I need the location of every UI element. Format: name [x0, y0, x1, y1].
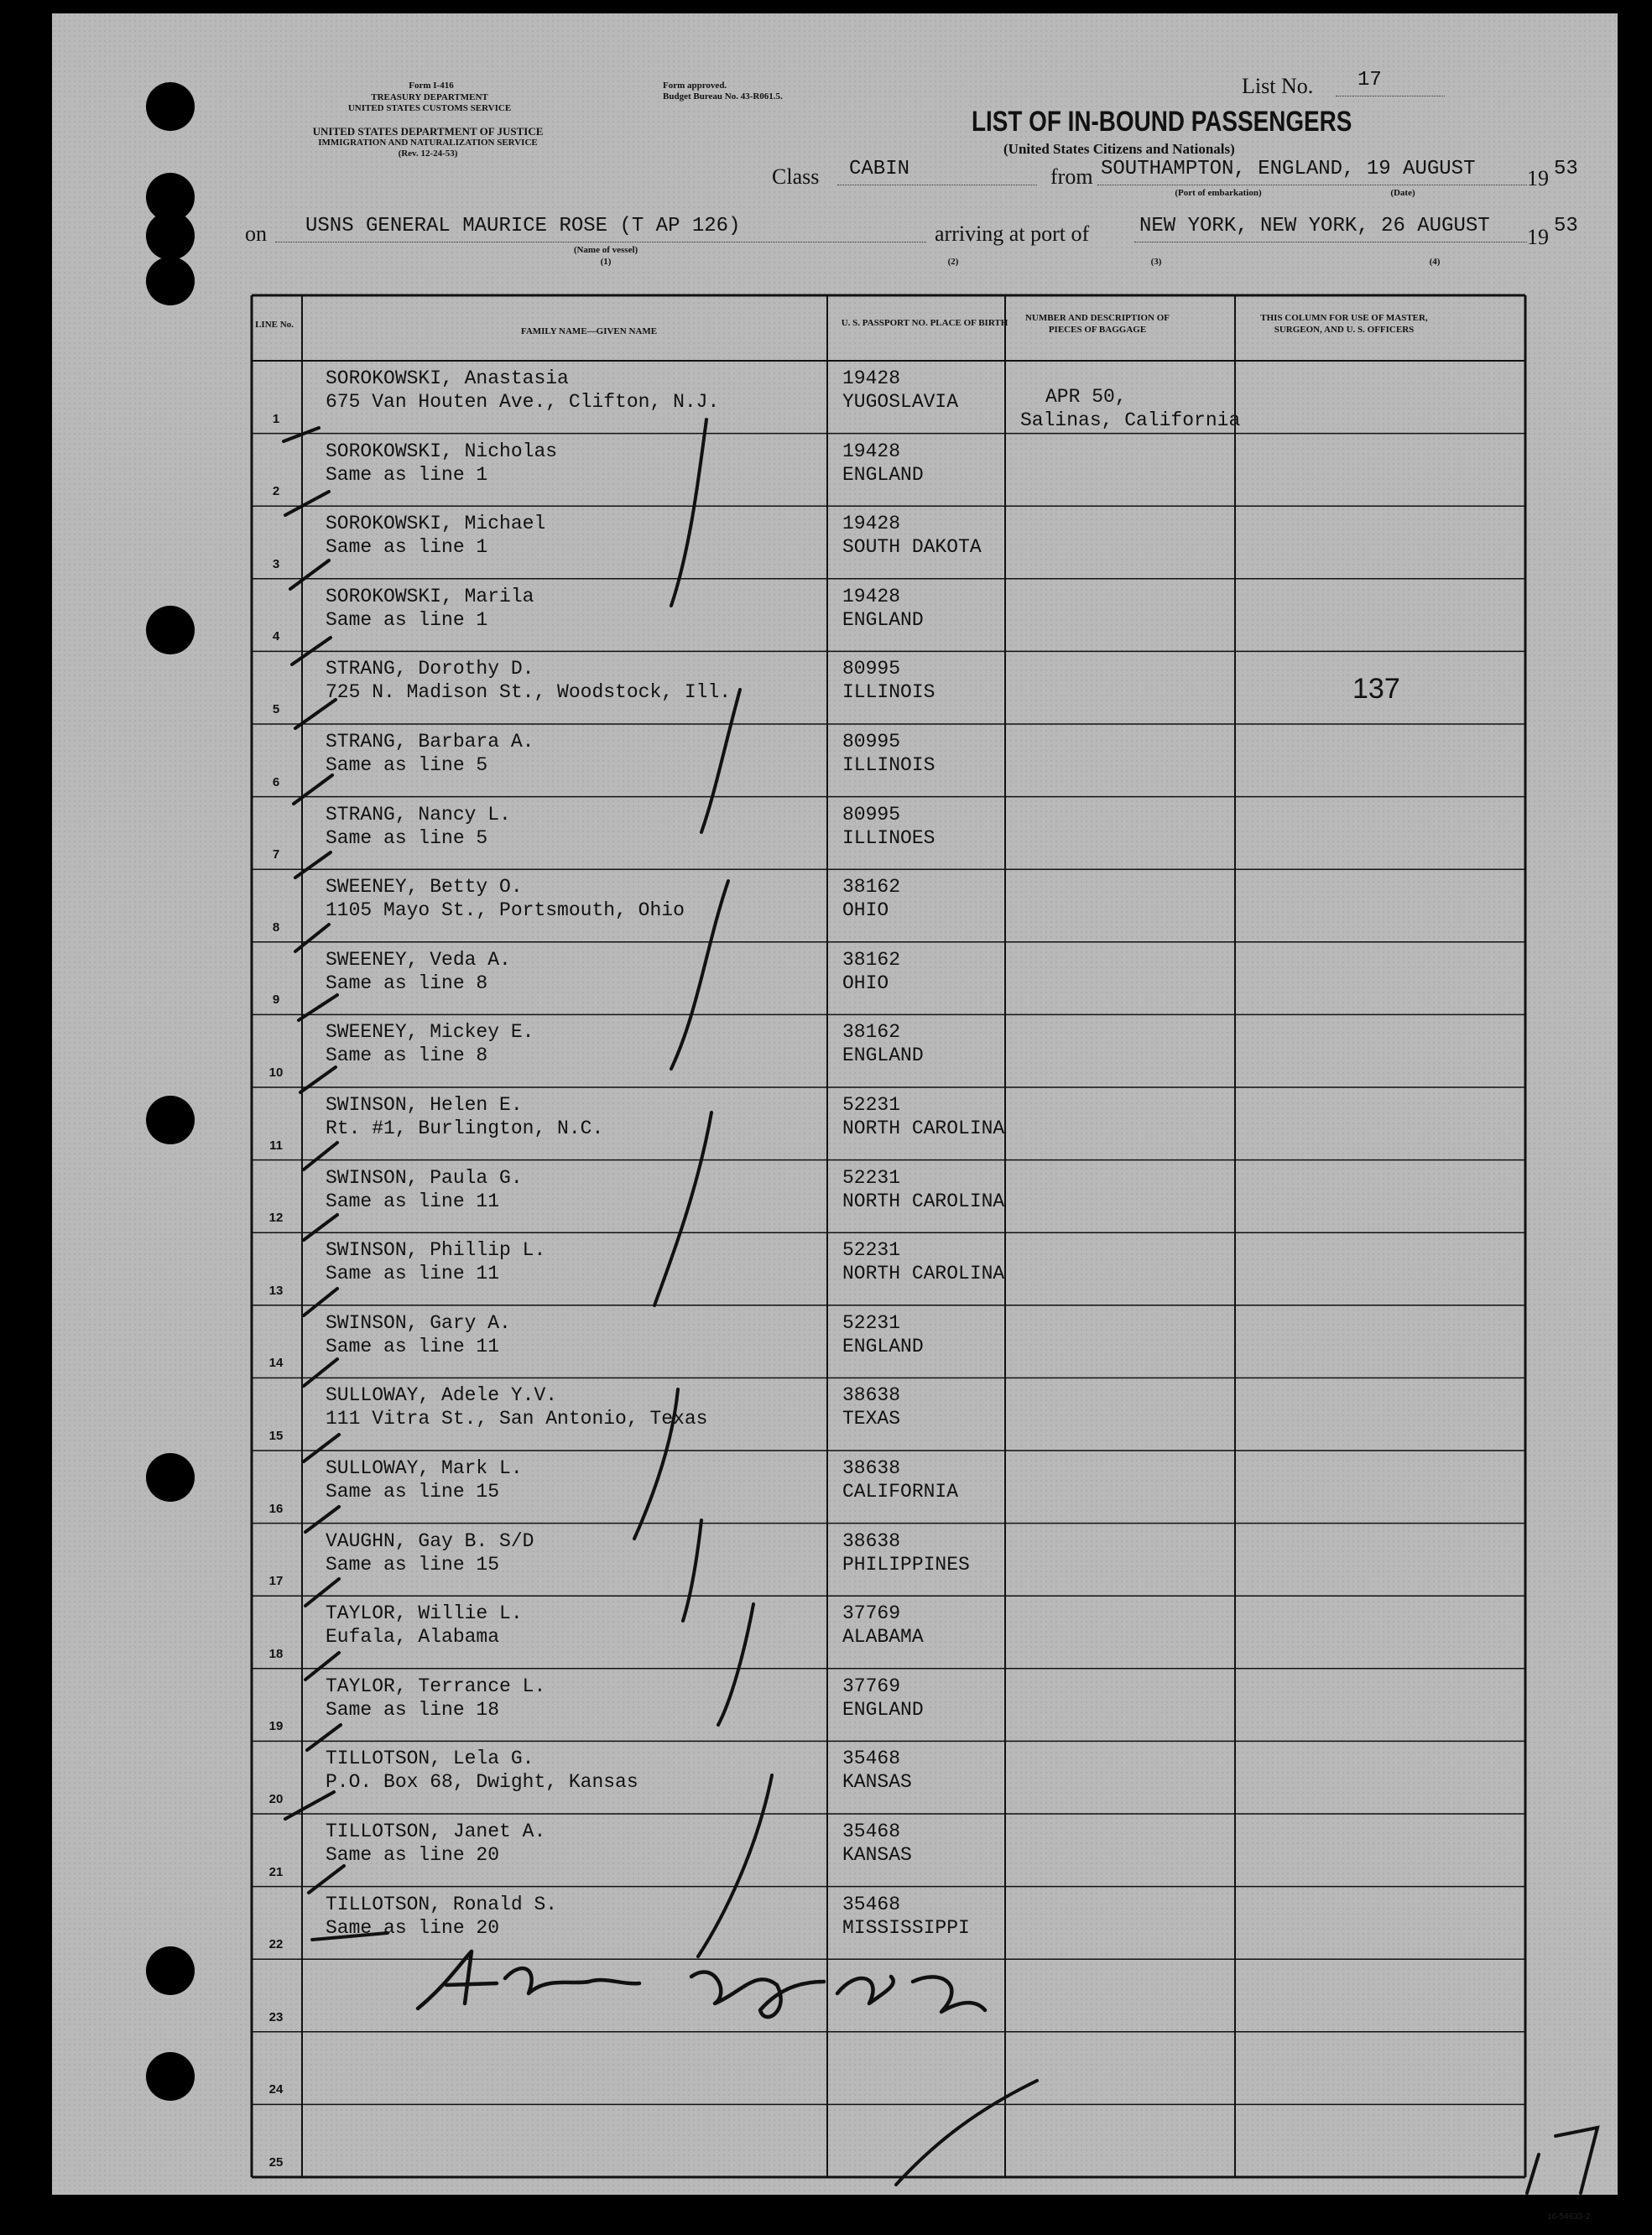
passenger-address: Same as line 5 — [326, 826, 488, 849]
passenger-address: Same as line 1 — [326, 536, 488, 559]
line-number: 19 — [268, 1719, 284, 1734]
passenger-address: Same as line 15 — [326, 1553, 500, 1576]
place-of-birth: ALABAMA — [842, 1626, 924, 1649]
place-of-birth: SOUTH DAKOTA — [842, 536, 982, 559]
passport-number: 38638 — [842, 1529, 901, 1552]
passenger-address: Same as line 5 — [326, 754, 488, 776]
place-of-birth: PHILIPPINES — [842, 1553, 970, 1576]
place-of-birth: ILLINOIS — [842, 681, 935, 704]
from-year-prefix: 19 — [1527, 166, 1549, 190]
line-number: 21 — [268, 1864, 284, 1879]
arrival-year-prefix: 19 — [1527, 225, 1549, 249]
line-number: 9 — [272, 992, 280, 1008]
passenger-address: Same as line 11 — [326, 1263, 500, 1285]
passenger-address: Eufala, Alabama — [326, 1626, 500, 1649]
passenger-address: Same as line 8 — [326, 972, 488, 994]
line-number: 11 — [269, 1138, 283, 1153]
line-number: 16 — [268, 1501, 284, 1516]
line-number: 18 — [268, 1646, 284, 1661]
passenger-address: Same as line 11 — [326, 1335, 500, 1357]
date-caption: (Date) — [1390, 188, 1415, 198]
line-number: 13 — [268, 1283, 284, 1298]
col-num-1: (1) — [600, 257, 612, 267]
line-number: 23 — [268, 2009, 284, 2024]
passenger-address: Same as line 18 — [326, 1698, 500, 1721]
passenger-name: SWEENEY, Veda A. — [326, 948, 511, 971]
arriving-label: arriving at port of — [935, 221, 1090, 246]
arrival-year: 53 — [1554, 215, 1578, 237]
punch-hole — [146, 606, 195, 654]
line-number: 20 — [268, 1792, 284, 1806]
footer-code: 16-54633-2 — [1547, 2212, 1591, 2222]
passenger-name: SWINSON, Paula G. — [326, 1166, 523, 1189]
passport-number: 52231 — [842, 1166, 901, 1189]
treasury-dept: TREASURY DEPARTMENT — [371, 92, 488, 102]
passenger-address: Same as line 20 — [326, 1916, 500, 1939]
budget-bureau: Budget Bureau No. 43-R061.5. — [663, 91, 783, 102]
from-year: 53 — [1554, 158, 1578, 180]
passenger-name: SOROKOWSKI, Michael — [326, 513, 546, 535]
document-title: LIST OF IN-BOUND PASSENGERS — [972, 106, 1352, 138]
handwriting-overlay — [52, 13, 1618, 2195]
line-number: 6 — [272, 774, 280, 789]
col-num-4: (4) — [1429, 257, 1441, 267]
punch-hole — [146, 1453, 195, 1502]
punch-hole — [146, 1946, 195, 1995]
place-of-birth: OHIO — [842, 972, 889, 994]
passport-number: 38162 — [842, 948, 901, 971]
line-number: 22 — [268, 1937, 284, 1952]
header-officers: THIS COLUMN FOR USE OF MASTER, SURGEON, AND U. S. OFFICERS — [1260, 313, 1428, 335]
line-number: 3 — [272, 556, 280, 571]
baggage-description-2: Salinas, California — [1020, 409, 1241, 431]
justice-dept: UNITED STATES DEPARTMENT OF JUSTICE — [312, 125, 544, 138]
list-no-label: List No. — [1242, 74, 1314, 98]
passport-number: 38162 — [842, 1021, 901, 1044]
officer-note: 137 — [1352, 673, 1400, 706]
line-number: 15 — [268, 1429, 284, 1443]
header-line-no: LINE No. — [255, 320, 294, 330]
passenger-name: SOROKOWSKI, Marila — [326, 585, 534, 607]
passport-number: 19428 — [842, 585, 901, 607]
passenger-name: SWINSON, Phillip L. — [326, 1239, 546, 1262]
passenger-address: 111 Vitra St., San Antonio, Texas — [326, 1408, 708, 1430]
place-of-birth: YUGOSLAVIA — [842, 391, 959, 413]
passport-number: 37769 — [842, 1675, 901, 1697]
passenger-list-page — [52, 13, 1618, 2222]
passenger-name: SOROKOWSKI, Anastasia — [326, 367, 569, 389]
passenger-name: STRANG, Nancy L. — [326, 803, 511, 826]
passenger-address: 725 N. Madison St., Woodstock, Ill. — [326, 681, 732, 704]
punch-hole — [146, 1096, 195, 1144]
class-value: CABIN — [849, 158, 910, 180]
port-embark-caption: (Port of embarkation) — [1175, 188, 1262, 198]
place-of-birth: CALIFORNIA — [842, 1481, 959, 1503]
punch-hole — [146, 2052, 195, 2101]
passport-number: 52231 — [842, 1094, 901, 1116]
passenger-address: Same as line 8 — [326, 1045, 488, 1067]
on-label: on — [245, 221, 267, 246]
passenger-name: SWINSON, Gary A. — [326, 1311, 511, 1334]
passenger-name: SULLOWAY, Mark L. — [326, 1457, 523, 1479]
passport-number: 52231 — [842, 1311, 901, 1334]
vessel-caption: (Name of vessel) — [573, 245, 638, 255]
place-of-birth: NORTH CAROLINA — [842, 1263, 1005, 1285]
passenger-address: Rt. #1, Burlington, N.C. — [326, 1118, 604, 1139]
line-number: 10 — [268, 1065, 284, 1080]
passenger-name: TILLOTSON, Ronald S. — [326, 1893, 558, 1915]
passport-number: 80995 — [842, 658, 901, 680]
line-number: 14 — [268, 1356, 284, 1371]
place-of-birth: TEXAS — [842, 1408, 901, 1430]
passport-number: 35468 — [842, 1893, 901, 1915]
passport-number: 38162 — [842, 876, 901, 899]
punch-hole — [146, 82, 195, 131]
header-name: FAMILY NAME—GIVEN NAME — [520, 326, 658, 336]
line-number: 24 — [268, 2082, 284, 2097]
punch-hole — [146, 257, 195, 305]
passenger-address: Same as line 1 — [326, 608, 488, 631]
passenger-address: Same as line 11 — [326, 1190, 500, 1212]
passenger-address: Same as line 1 — [326, 463, 488, 486]
passenger-name: SOROKOWSKI, Nicholas — [326, 440, 558, 462]
passport-number: 37769 — [842, 1602, 901, 1625]
place-of-birth: ENGLAND — [842, 463, 924, 486]
place-of-birth: KANSAS — [842, 1844, 912, 1866]
col-num-3: (3) — [1150, 257, 1162, 267]
passport-number: 19428 — [842, 513, 901, 535]
baggage-description: APR 50, — [1045, 386, 1127, 408]
revision: (Rev. 12-24-53) — [398, 148, 458, 159]
place-of-birth: NORTH CAROLINA — [842, 1190, 1005, 1212]
punch-hole — [146, 211, 195, 260]
passenger-name: TILLOTSON, Janet A. — [326, 1821, 546, 1842]
passenger-name: SWEENEY, Betty O. — [326, 876, 523, 899]
place-of-birth: OHIO — [842, 899, 889, 922]
passenger-name: TILLOTSON, Lela G. — [326, 1748, 534, 1770]
line-number: 12 — [268, 1211, 284, 1226]
arrival-value: NEW YORK, NEW YORK, 26 AUGUST — [1139, 215, 1490, 237]
form-number: Form I-416 — [409, 81, 454, 91]
header-passport: U. S. PASSPORT NO. PLACE OF BIRTH — [841, 318, 1008, 328]
passenger-address: 1105 Mayo St., Portsmouth, Ohio — [326, 899, 685, 922]
customs-service: UNITED STATES CUSTOMS SERVICE — [347, 103, 512, 113]
vessel-name: USNS GENERAL MAURICE ROSE (T AP 126) — [305, 215, 741, 237]
passenger-address: Same as line 20 — [326, 1844, 500, 1866]
place-of-birth: ENGLAND — [842, 1698, 924, 1721]
from-value: SOUTHAMPTON, ENGLAND, 19 AUGUST — [1101, 158, 1476, 180]
col-num-2: (2) — [947, 257, 959, 267]
passenger-name: TAYLOR, Willie L. — [326, 1602, 523, 1625]
line-number: 25 — [268, 2155, 284, 2170]
line-number: 1 — [272, 411, 280, 426]
passenger-name: TAYLOR, Terrance L. — [326, 1675, 546, 1697]
class-label: Class — [772, 164, 820, 189]
passport-number: 19428 — [842, 367, 901, 389]
from-label: from — [1050, 164, 1093, 189]
passenger-address: 675 Van Houten Ave., Clifton, N.J. — [326, 391, 720, 413]
place-of-birth: KANSAS — [842, 1771, 912, 1794]
passport-number: 38638 — [842, 1384, 901, 1407]
passport-number: 35468 — [842, 1748, 901, 1770]
form-approved: Form approved. — [663, 81, 727, 91]
passport-number: 19428 — [842, 440, 901, 462]
place-of-birth: MISSISSIPPI — [842, 1916, 970, 1939]
passenger-name: SWINSON, Helen E. — [326, 1094, 523, 1116]
passenger-name: STRANG, Dorothy D. — [326, 658, 534, 680]
passport-number: 80995 — [842, 803, 901, 826]
document-subtitle: (United States Citizens and Nationals) — [1003, 141, 1235, 157]
line-number: 2 — [272, 484, 280, 499]
place-of-birth: ENGLAND — [842, 608, 924, 631]
header-baggage: NUMBER AND DESCRIPTION OF PIECES OF BAGGAGE — [1024, 313, 1170, 335]
place-of-birth: ENGLAND — [842, 1045, 924, 1067]
line-number: 7 — [272, 847, 280, 862]
place-of-birth: ENGLAND — [842, 1335, 924, 1357]
place-of-birth: NORTH CAROLINA — [842, 1118, 1005, 1139]
place-of-birth: ILLINOES — [842, 826, 935, 849]
line-number: 5 — [272, 702, 280, 716]
passport-number: 38638 — [842, 1457, 901, 1479]
passport-number: 80995 — [842, 731, 901, 753]
passenger-name: STRANG, Barbara A. — [326, 731, 534, 753]
passport-number: 52231 — [842, 1239, 901, 1262]
passenger-address: Same as line 15 — [326, 1481, 500, 1503]
line-number: 17 — [268, 1574, 284, 1589]
passenger-name: SULLOWAY, Adele Y.V. — [326, 1384, 558, 1407]
passenger-address: P.O. Box 68, Dwight, Kansas — [326, 1771, 638, 1794]
list-no-value: 17 — [1358, 69, 1382, 91]
ins-service: IMMIGRATION AND NATURALIZATION SERVICE — [318, 138, 538, 148]
passenger-name: VAUGHN, Gay B. S/D — [326, 1529, 534, 1552]
passport-number: 35468 — [842, 1821, 901, 1842]
line-number: 8 — [272, 920, 280, 935]
passenger-name: SWEENEY, Mickey E. — [326, 1021, 534, 1044]
place-of-birth: ILLINOIS — [842, 754, 935, 776]
line-number: 4 — [272, 629, 280, 644]
